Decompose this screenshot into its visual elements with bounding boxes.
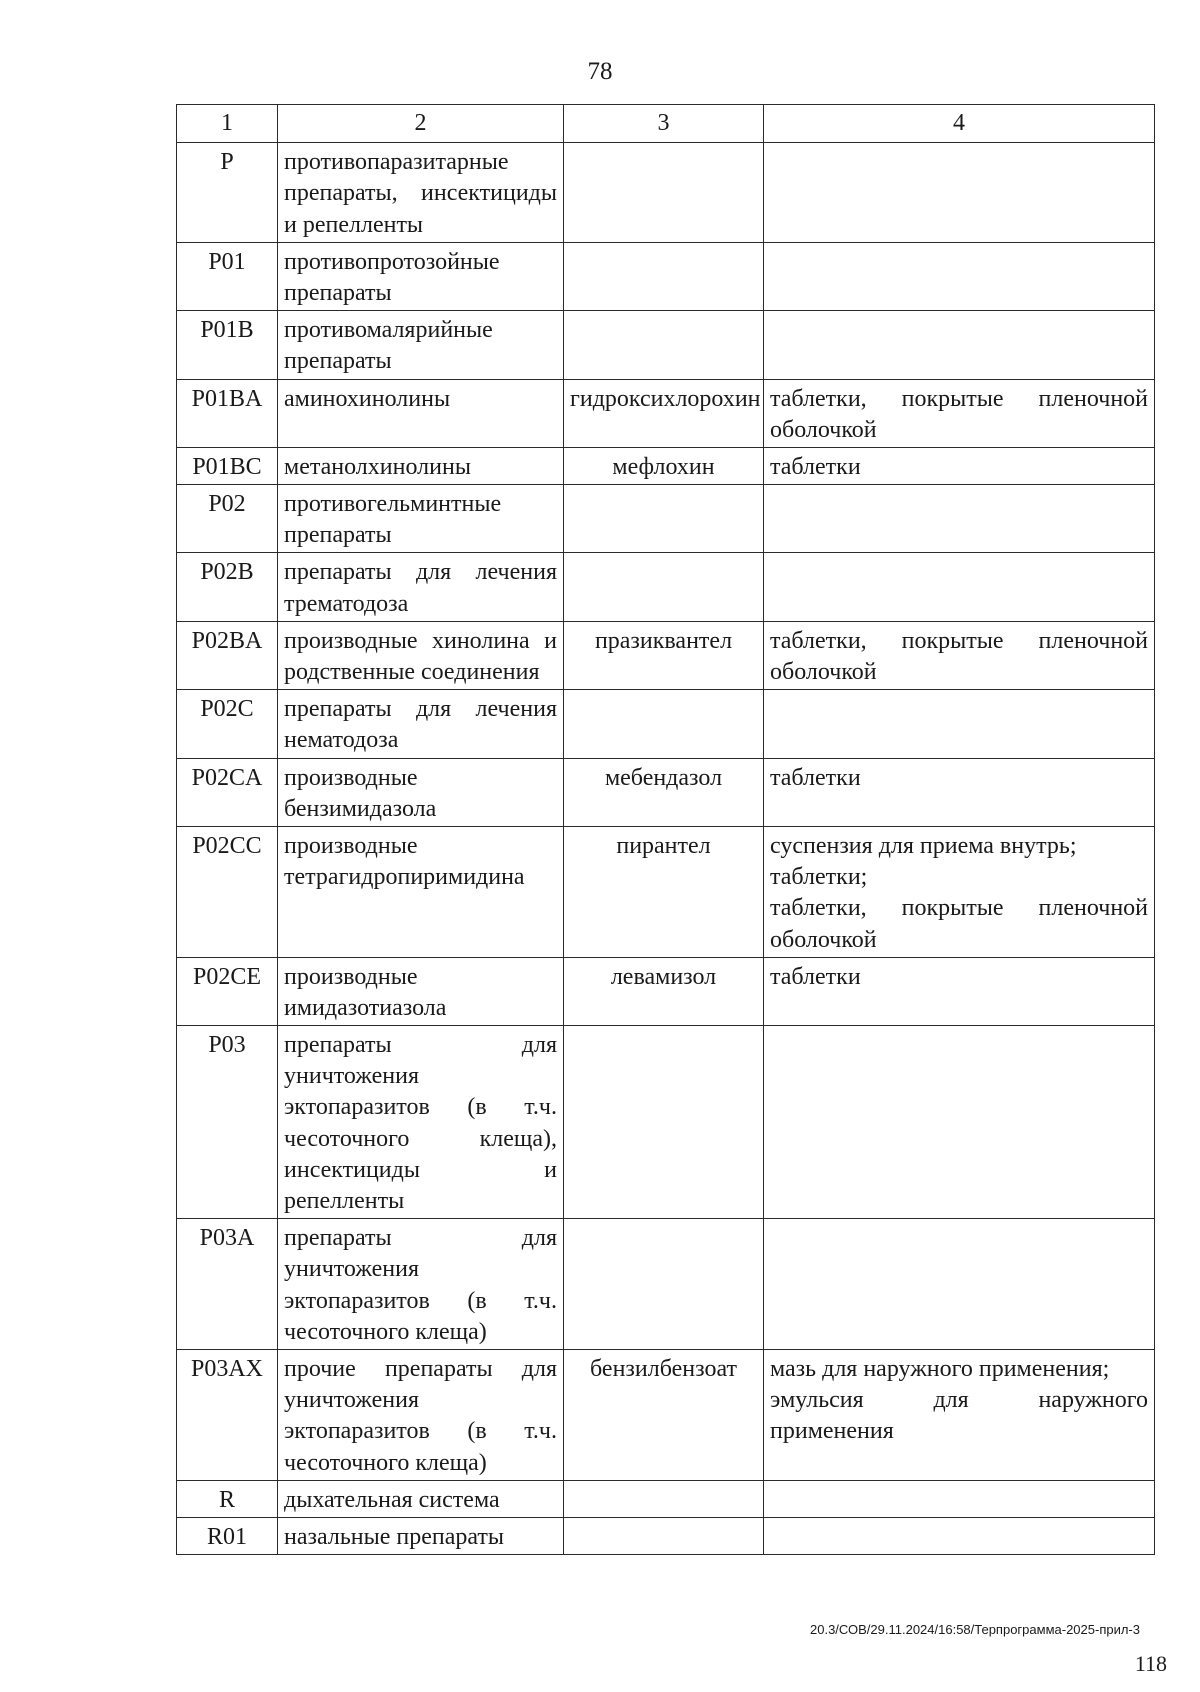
anatomical-group-cell: препараты для уничтожения эктопаразитов (в т.ч. чесоточного клеща): [278, 1219, 564, 1350]
drug-name-cell: [564, 1026, 764, 1219]
drug-name-cell: мефлохин: [564, 447, 764, 484]
atc-code-cell: R01: [177, 1517, 278, 1554]
drug-name-cell: празиквантел: [564, 621, 764, 689]
anatomical-group-cell: производные бензимидазола: [278, 758, 564, 826]
atc-code-cell: P03AX: [177, 1349, 278, 1480]
dosage-form-cell: [764, 242, 1155, 310]
dosage-form-cell: [764, 690, 1155, 758]
table-row: [177, 447, 1155, 484]
drug-name-cell: мебендазол: [564, 758, 764, 826]
atc-code-cell: R: [177, 1480, 278, 1517]
drug-table: [176, 104, 1155, 1555]
dosage-form-cell: [764, 485, 1155, 553]
dosage-form-line: таблетки;: [770, 864, 868, 891]
page-number: 78: [587, 58, 613, 85]
dosage-form-cell: [764, 826, 1155, 957]
anatomical-group-cell: препараты для лечения нематодоза: [278, 690, 564, 758]
atc-code-cell: P: [177, 143, 278, 243]
dosage-form-line: суспензия для приема внутрь;: [770, 832, 1077, 859]
table-row: [177, 1219, 1155, 1350]
table-row: [177, 957, 1155, 1025]
anatomical-group-cell: прочие препараты для уничтожения эктопаразитов (в т.ч. чесоточного клеща): [278, 1349, 564, 1480]
drug-name-cell: гидроксихлорохин: [564, 379, 764, 447]
drug-name-cell: [564, 1517, 764, 1554]
table-row: [177, 1349, 1155, 1480]
dosage-form-cell: [764, 758, 1155, 826]
dosage-form-cell: [764, 379, 1155, 447]
dosage-form-cell: [764, 621, 1155, 689]
anatomical-group-cell: дыхательная система: [278, 1480, 564, 1517]
dosage-form-line: таблетки: [770, 453, 861, 480]
atc-code-cell: P02B: [177, 553, 278, 621]
atc-code-cell: P02CE: [177, 957, 278, 1025]
atc-code-cell: P02: [177, 485, 278, 553]
drug-name-cell: [564, 1219, 764, 1350]
table-row: [177, 242, 1155, 310]
dosage-form-line: таблетки, покрытые пленочной оболочкой: [770, 385, 1148, 443]
anatomical-group-cell: аминохинолины: [278, 379, 564, 447]
atc-code-cell: P01BC: [177, 447, 278, 484]
drug-name-cell: левамизол: [564, 957, 764, 1025]
atc-code-cell: P02BA: [177, 621, 278, 689]
dosage-form-line: таблетки: [770, 963, 861, 990]
anatomical-group-cell: препараты для лечения трематодоза: [278, 553, 564, 621]
drug-name-cell: [564, 311, 764, 379]
dosage-form-line: эмульсия для наружного применения: [770, 1387, 1148, 1445]
anatomical-group-cell: противопаразитарные препараты, инсектициды и репелленты: [278, 143, 564, 243]
table-row: [177, 379, 1155, 447]
dosage-form-cell: [764, 957, 1155, 1025]
dosage-form-line: таблетки, покрытые пленочной оболочкой: [770, 895, 1148, 953]
anatomical-group-cell: противопротозойные препараты: [278, 242, 564, 310]
drug-name-cell: [564, 553, 764, 621]
atc-code-cell: P01BA: [177, 379, 278, 447]
anatomical-group-cell: производные хинолина и родственные соединения: [278, 621, 564, 689]
anatomical-group-cell: метанолхинолины: [278, 447, 564, 484]
footer-reference: 20.3/СОВ/29.11.2024/16:58/Терпрограмма-2025-прил-3: [810, 1622, 1140, 1637]
anatomical-group-cell: противогельминтные препараты: [278, 485, 564, 553]
dosage-form-cell: [764, 143, 1155, 243]
dosage-form-cell: [764, 311, 1155, 379]
drug-name-cell: [564, 242, 764, 310]
anatomical-group-cell: противомалярийные препараты: [278, 311, 564, 379]
dosage-form-cell: [764, 1219, 1155, 1350]
dosage-form-cell: [764, 1480, 1155, 1517]
atc-code-cell: P02CC: [177, 826, 278, 957]
anatomical-group-cell: производные тетрагидропиримидина: [278, 826, 564, 957]
atc-code-cell: P01B: [177, 311, 278, 379]
dosage-form-cell: [764, 1349, 1155, 1480]
dosage-form-cell: [764, 1026, 1155, 1219]
atc-code-cell: P02CA: [177, 758, 278, 826]
sheet-number: 118: [1134, 1651, 1167, 1676]
table-row: [177, 1026, 1155, 1219]
dosage-form-line: таблетки: [770, 764, 861, 791]
drug-name-cell: [564, 690, 764, 758]
drug-name-cell: [564, 143, 764, 243]
table-row: [177, 826, 1155, 957]
table-row: [177, 143, 1155, 243]
atc-code-cell: P02C: [177, 690, 278, 758]
anatomical-group-cell: производные имидазотиазола: [278, 957, 564, 1025]
table-body: [177, 143, 1155, 1555]
drug-name-cell: пирантел: [564, 826, 764, 957]
column-header: 2: [278, 105, 564, 143]
atc-code-cell: P01: [177, 242, 278, 310]
anatomical-group-cell: препараты для уничтожения эктопаразитов (в т.ч. чесоточного клеща), инсектициды и репелленты: [278, 1026, 564, 1219]
dosage-form-line: мазь для наружного применения;: [770, 1355, 1110, 1382]
column-header: 1: [177, 105, 278, 143]
table-row: [177, 690, 1155, 758]
dosage-form-cell: [764, 553, 1155, 621]
table-row: [177, 1517, 1155, 1554]
drug-name-cell: [564, 1480, 764, 1517]
table-row: [177, 1480, 1155, 1517]
dosage-form-cell: [764, 1517, 1155, 1554]
atc-code-cell: P03: [177, 1026, 278, 1219]
dosage-form-line: таблетки, покрытые пленочной оболочкой: [770, 627, 1148, 685]
table-row: [177, 621, 1155, 689]
column-header: 3: [564, 105, 764, 143]
table-row: [177, 553, 1155, 621]
drug-name-cell: бензилбензоат: [564, 1349, 764, 1480]
column-header: 4: [764, 105, 1155, 143]
atc-code-cell: P03A: [177, 1219, 278, 1350]
table-row: [177, 485, 1155, 553]
dosage-form-cell: [764, 447, 1155, 484]
table-row: [177, 311, 1155, 379]
header-row: [177, 105, 1155, 143]
table-row: [177, 758, 1155, 826]
drug-name-cell: [564, 485, 764, 553]
anatomical-group-cell: назальные препараты: [278, 1517, 564, 1554]
